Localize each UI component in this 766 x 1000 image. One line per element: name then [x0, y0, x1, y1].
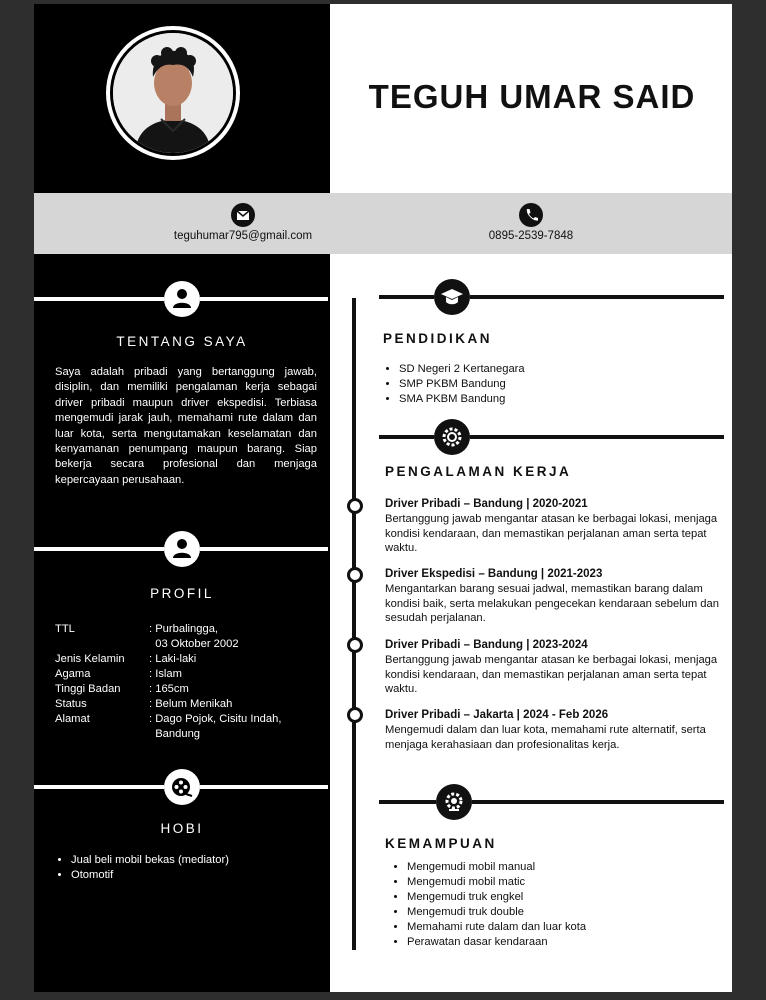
divider-line — [379, 295, 434, 299]
list-item: • Jual beli mobil bekas (mediator) — [71, 853, 331, 868]
list-item: • SD Negeri 2 Kertanegara — [399, 362, 719, 377]
about-text: Saya adalah pribadi yang bertanggung jawab, disiplin, dan memiliki pengalaman kerja sebagai driver pribadi maupun driver ekspedisi. Terbiasa mengemudi jarak jauh, memahami rute dalam dan luar kota, serta mengutamakan keselamatan dan kenyamanan penumpang maupun barang. Siap bekerja secara profesional dan menjaga kepercayaan perusahaan. — [55, 366, 317, 486]
hobby-title: HOBI — [160, 821, 204, 836]
job-desc: Mengantarkan barang sesuai jadwal, memastikan barang dalam kondisi baik, serta melakukan pengecekan kendaraan sebelum dan sesudah perjalanan. — [385, 582, 719, 625]
list-item: • Mengemudi mobil manual — [407, 860, 727, 875]
divider-line — [379, 800, 436, 804]
job-entry — [385, 708, 720, 752]
film-reel-icon — [164, 769, 200, 805]
about-title: TENTANG SAYA — [116, 334, 248, 349]
email-text: teguhumar795@gmail.com — [173, 230, 313, 242]
graduation-cap-icon — [434, 279, 470, 315]
job-desc: Bertanggung jawab mengantar atasan ke berbagai lokasi, menjaga kondisi kendaraan, dan memastikan perjalanan aman serta tepat waktu. — [385, 653, 718, 696]
list-item: • Mengemudi truk engkel — [407, 890, 727, 905]
phone-text: 0895-2539-7848 — [488, 230, 574, 242]
experience-title: PENGALAMAN KERJA — [385, 464, 572, 479]
email-icon — [231, 203, 255, 227]
contact-band — [34, 193, 732, 254]
person-icon — [164, 281, 200, 317]
job-entry — [385, 567, 720, 626]
skills-list — [391, 860, 727, 950]
divider-line — [379, 435, 434, 439]
divider-line — [34, 785, 164, 789]
list-item: • SMA PKBM Bandung — [399, 392, 719, 407]
divider-line — [200, 547, 328, 551]
person-icon — [164, 531, 200, 567]
profile-photo — [113, 33, 233, 153]
job-entry — [385, 638, 720, 697]
gear-icon — [434, 419, 470, 455]
job-title: Driver Pribadi – Jakarta | 2024 - Feb 2026 — [385, 709, 609, 721]
left-column: TENTANG SAYA Saya adalah pribadi yang bertanggung jawab, disiplin, dan memiliki pengalaman kerja sebagai driver pribadi maupun driver ekspedisi. Terbiasa mengemudi jarak jauh, memahami rute dalam dan luar kota, serta mengutamakan keselamatan dan kenyamanan penumpang maupun barang. Siap bekerja secara profesional dan menjaga kepercayaan perusahaan. PROFIL TTL : Purbalingga, 03 Oktober 2002 Jenis Kelamin : Laki-laki Agama : Islam Tinggi Badan : 165cm Status : Belum Menikah Alamat : Dago Pojok, Cisitu Indah, Bandung HOBI • Jual beli mobil bekas (mediator) • Otomotif — [34, 4, 330, 992]
job-title: Driver Ekspedisi – Bandung | 2021-2023 — [385, 568, 603, 580]
job-title: Driver Pribadi – Bandung | 2023-2024 — [385, 639, 588, 651]
skill-gear-icon — [436, 784, 472, 820]
timeline-dot — [347, 707, 363, 723]
timeline-dot — [347, 637, 363, 653]
education-list — [383, 362, 719, 407]
phone-icon — [519, 203, 543, 227]
divider-line — [34, 297, 164, 301]
list-item: • Otomotif — [71, 868, 331, 883]
job-desc: Mengemudi dalam dan luar kota, memahami rute alternatif, serta menjaga kerahasiaan dan profesionalitas kerja. — [385, 723, 706, 751]
list-item: • Memahami rute dalam dan luar kota — [407, 920, 727, 935]
job-title: Driver Pribadi – Bandung | 2020-2021 — [385, 498, 588, 510]
resume-page — [34, 4, 732, 992]
profile-title: PROFIL — [150, 586, 214, 601]
skills-title: KEMAMPUAN — [385, 836, 497, 851]
list-item: • Perawatan dasar kendaraan — [407, 935, 727, 950]
candidate-name: TEGUH UMAR SAID — [368, 78, 696, 115]
divider-line — [470, 295, 724, 299]
education-title: PENDIDIKAN — [383, 331, 493, 346]
timeline-dot — [347, 498, 363, 514]
job-desc: Bertanggung jawab mengantar atasan ke berbagai lokasi, menjaga kondisi kendaraan, dan memastikan perjalanan aman serta tepat waktu. — [385, 512, 718, 555]
divider-line — [200, 785, 328, 789]
timeline-dot — [347, 567, 363, 583]
hobby-list — [55, 853, 331, 883]
timeline-line — [352, 298, 356, 950]
divider-line — [472, 800, 724, 804]
list-item: • Mengemudi mobil matic — [407, 875, 727, 890]
job-entry — [385, 497, 720, 556]
list-item: • SMP PKBM Bandung — [399, 377, 719, 392]
divider-line — [200, 297, 328, 301]
divider-line — [470, 435, 724, 439]
list-item: • Mengemudi truk double — [407, 905, 727, 920]
divider-line — [34, 547, 164, 551]
